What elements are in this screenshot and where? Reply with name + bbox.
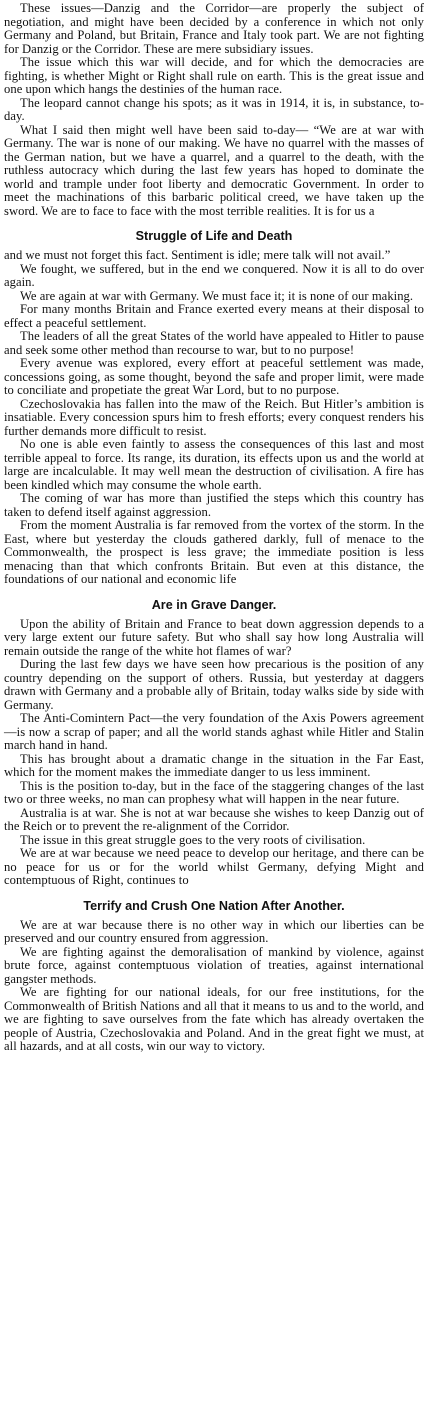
paragraph-24: We are fighting against the demoralisation of mankind by violence, against brute force, against contemptuous violation of treaties, against international gangster methods.	[4, 944, 424, 986]
paragraph-10: Every avenue was explored, every effort at peaceful settlement was made, concessions going, as some thought, beyond the safe and proper limit, were made to conciliate and propetiate the great War Lord, but to no purpose.	[4, 356, 424, 397]
paragraph-8: For many months Britain and France exerted every means at their disposal to effect a peaceful settlement.	[4, 302, 424, 330]
paragraph-5: and we must not forget this fact. Sentiment is idle; mere talk will not avail.”	[4, 248, 391, 262]
paragraph-21: The issue in this great struggle goes to the very roots of civilisation.	[20, 832, 366, 847]
paragraph-19: This is the position to-day, but in the face of the staggering changes of the last two or three weeks, no man can prophesy what will happen in the near future.	[4, 778, 424, 806]
paragraph-15: Upon the ability of Britain and France to beat down aggression depends to a very large extent our future safety. But who shall say how long Australia will remain outside the range of the white hot flames of war?	[4, 616, 424, 658]
paragraph-3: The leopard cannot change his spots; as it was in 1914, it is, in substance, to-day.	[4, 95, 424, 123]
paragraph-7: We are again at war with Germany. We must face it; it is none of our making.	[20, 288, 414, 303]
paragraph-13: The coming of war has more than justified the steps which this country has taken to defend itself against aggression.	[4, 491, 424, 519]
section-heading-3: Terrify and Crush One Nation After Another.	[83, 898, 345, 913]
paragraph-23: We are at war because there is no other way in which our liberties can be preserved and our country ensured from aggression.	[4, 917, 424, 945]
paragraph-2: The issue which this war will decide, and for which the democracies are fighting, is whether Might or Right shall rule on earth. This is the great issue and one upon which hangs the destinies of the human race.	[4, 55, 424, 96]
paragraph-9: The leaders of all the great States of the world have appealed to Hitler to pause and seek some other method than recourse to war, but to no purpose!	[4, 329, 424, 357]
paragraph-12: No one is able even faintly to assess the consequences of this last and most terrible appeal to force. Its range, its duration, its effects upon us and the world at large are incalculable. It may well mean the destruction of civilisation. A fire has been kindled which may consume the whole earth.	[4, 437, 424, 492]
paragraph-14: From the moment Australia is far removed from the vortex of the storm. In the East, where but yesterday the clouds gathered darkly, full of menace to the Commonwealth, the prospect is less grave; the immediate position is less menacing than that which confronts Britain. But even at this distance, the foundations of our national and economic life	[4, 518, 424, 586]
paragraph-4: What I said then might well have been said to-day— “We are at war with Germany. The war is none of our making. We have no quarrel with the masses of the German nation, but we have a quarrel, and a quarrel to the death, with the ruthless autocracy which during the last few years has hoped to dominate the world and trample under foot liberty and democratic Government. In order to meet the machinations of this barbaric political creed, we have taken up the sword. We are to face to face with the most terrible realities. It is for us a	[4, 122, 424, 218]
paragraph-18: This has brought about a dramatic change in the situation in the Far East, which for the moment makes the immediate danger to us less imminent.	[4, 751, 424, 779]
paragraph-22: We are at war because we need peace to develop our heritage, and there can be no peace for us or for the world whilst Germany, defying Might and contemptuous of Right, continues to	[4, 846, 424, 887]
paragraph-11: Czechoslovakia has fallen into the maw of the Reich. But Hitler’s ambition is insatiable. Every concession spurs him to fresh efforts; every conquest renders his further demands more difficult to resist.	[4, 396, 424, 438]
paragraph-16: During the last few days we have seen how precarious is the position of any country depending on the support of others. Russia, but yesterday at daggers drawn with Germany and a probable ally of Britain, today walks side by side with Germany.	[4, 657, 424, 712]
paragraph-20: Australia is at war. She is not at war because she wishes to keep Danzig out of the Reich or to prevent the re-alignment of the Corridor.	[4, 805, 424, 833]
paragraph-6: We fought, we suffered, but in the end we conquered. Now it is all to do over again.	[4, 261, 424, 289]
section-heading-2: Are in Grave Danger.	[151, 597, 277, 612]
section-heading-1: Struggle of Life and Death	[135, 229, 293, 243]
paragraph-25: We are fighting for our national ideals, for our free institutions, for the Commonwealth of British Nations and all that it means to us and to the world, and we are fighting to save ourselves from the fate which has already overtaken the people of Austria, Czechoslovakia and Poland. And in the great fight we must, at all hazards, and at all costs, win our way to victory.	[4, 985, 424, 1053]
paragraph-17: The Anti-Comintern Pact—the very foundation of the Axis Powers agreement—is now a scrap of paper; and all the world stands aghast while Hitler and Stalin march hand in hand.	[4, 711, 424, 752]
paragraph-1: These issues—Danzig and the Corridor—are properly the subject of negotiation, and might have been decided by a conference in which not only Germany and Poland, but Britain, France and Italy took part. We are not fighting for Danzig or the Corridor. These are mere subsidiary issues.	[4, 1, 424, 56]
